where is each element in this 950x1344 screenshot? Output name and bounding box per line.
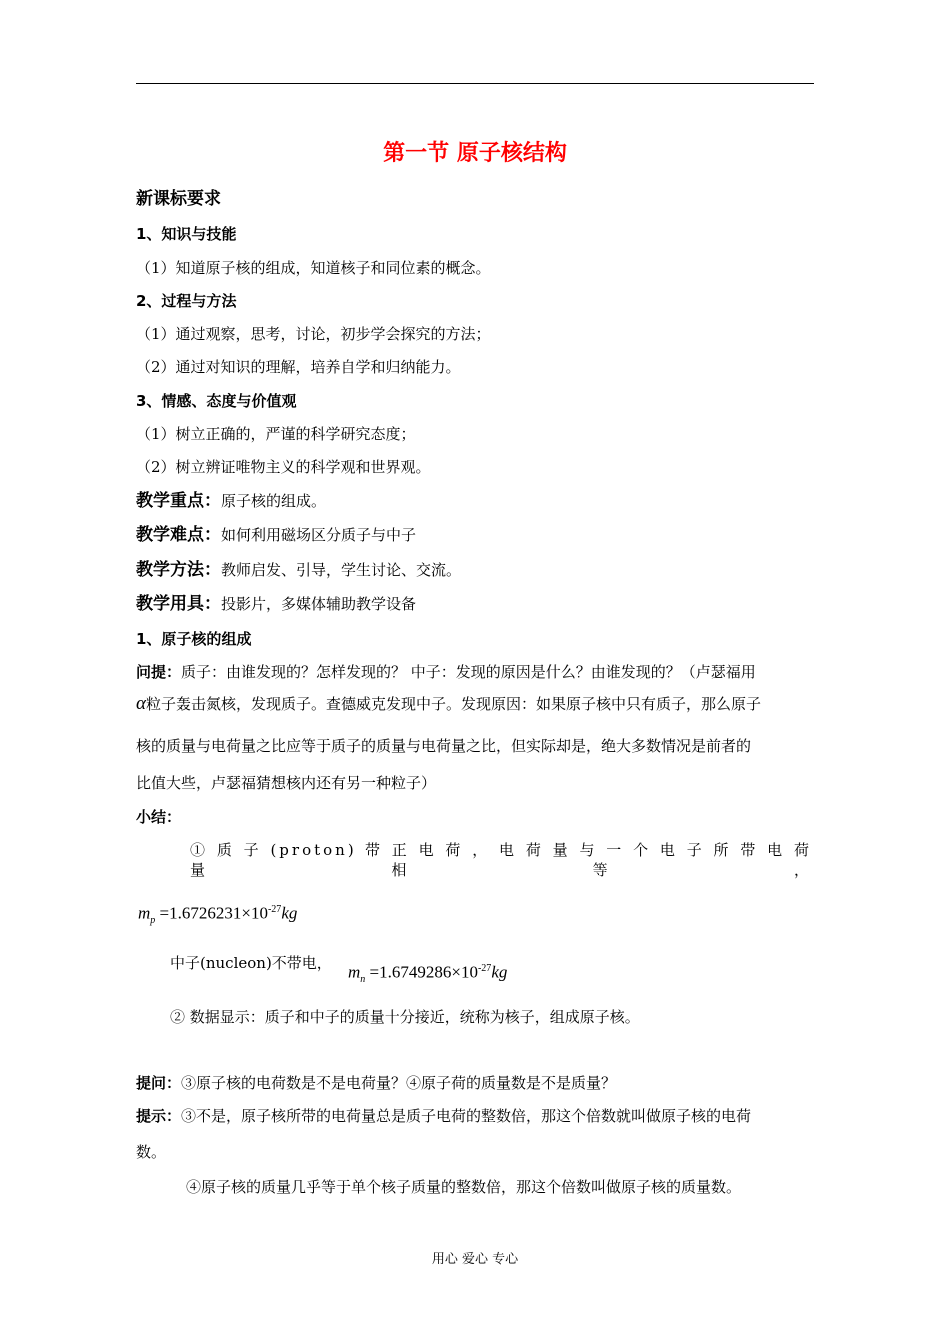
key-point-text: 原子核的组成。 [221,492,327,510]
question-line [136,694,761,714]
neutron-line [170,953,332,973]
question-text: 质子：由谁发现的？怎样发现的？ 中子：发现的原因是什么？由谁发现的？（卢瑟福用 [181,663,756,681]
list-item: （2）通过对知识的理解，培养自学和归纳能力。 [136,358,461,376]
summary-item-data: ② 数据显示：质子和中子的质量十分接近，统称为核子，组成原子核。 [170,1008,640,1026]
ask-text: ③原子核的电荷数是不是电荷量？④原子荷的质量数是不是质量？ [181,1074,617,1092]
ask-label: 提问： [136,1074,182,1092]
question-line: 核的质量与电荷量之比应等于质子的质量与电荷量之比，但实际却是，绝大多数情况是前者的 [136,737,752,755]
key-point-text: 投影片，多媒体辅助教学设备 [221,595,417,613]
proton-mass-formula [138,900,297,931]
hint-label: 提示： [136,1107,182,1125]
mass-exponent: -27 [477,963,492,974]
key-point-row [136,491,326,511]
heading-process-method: 2、过程与方法 [136,292,237,310]
list-item: （1）知道原子核的组成，知道核子和同位素的概念。 [136,259,491,277]
neutron-mass-formula [348,959,507,990]
key-point-row [136,594,416,614]
mass-subscript: p [150,915,156,927]
list-item: （2）树立辨证唯物主义的科学观和世界观。 [136,458,431,476]
ask-line [136,1073,616,1093]
section-heading-requirements: 新课标要求 [136,189,221,209]
mass-unit: kg [281,903,298,923]
hint-line: ④原子核的质量几乎等于单个核子质量的整数倍，那这个倍数叫做原子核的质量数。 [186,1178,742,1196]
mass-value: =1.6726231×10 [159,903,268,923]
heading-knowledge-skills: 1、知识与技能 [136,225,237,243]
page-footer: 用心 爱心 专心 [431,1252,519,1267]
mass-unit: kg [491,962,508,982]
key-point-row [136,560,461,580]
hint-line [136,1106,751,1126]
mass-subscript: n [360,974,366,986]
mass-symbol: m [348,962,361,982]
question-text: 粒子轰击氮核，发现质子。查德威克发现中子。发现原因：如果原子核中只有质子，那么原子 [145,695,761,713]
list-item: （1）树立正确的，严谨的科学研究态度； [136,425,416,443]
mass-value: =1.6749286×10 [369,962,478,982]
question-line [136,662,756,682]
heading-nucleus-composition: 1、原子核的组成 [136,630,252,648]
key-point-label: 教学用具： [136,594,221,614]
key-point-row [136,525,416,545]
key-point-text: 如何利用磁场区分质子与中子 [221,526,417,544]
hint-line: 数。 [136,1143,167,1161]
page-title: 第一节 原子核结构 [383,141,567,166]
neutron-text: 中子(nucleon)不带电， [170,954,332,972]
mass-symbol: m [138,903,151,923]
heading-emotion-values: 3、情感、态度与价值观 [136,392,297,410]
key-point-label: 教学方法： [136,560,221,580]
question-label: 问提： [136,663,182,681]
header-rule [136,83,814,84]
question-line: 比值大些，卢瑟福猜想核内还有另一种粒子） [136,774,437,792]
key-point-label: 教学难点： [136,525,221,545]
alpha-symbol: α [136,693,146,714]
list-item: （1）通过观察，思考，讨论，初步学会探究的方法； [136,325,491,343]
key-point-text: 教师启发、引导，学生讨论、交流。 [221,561,462,579]
hint-text: ③不是，原子核所带的电荷量总是质子电荷的整数倍，那这个倍数就叫做原子核的电荷 [181,1107,752,1125]
key-point-label: 教学重点： [136,491,221,511]
summary-item-proton: ① 质 子 (proton) 带 正 电 荷 ， 电 荷 量 与 一 个 电 子 所 带 电 荷 量 相 等 ， [190,841,812,879]
mass-exponent: -27 [267,904,282,915]
summary-label: 小结： [136,808,182,826]
